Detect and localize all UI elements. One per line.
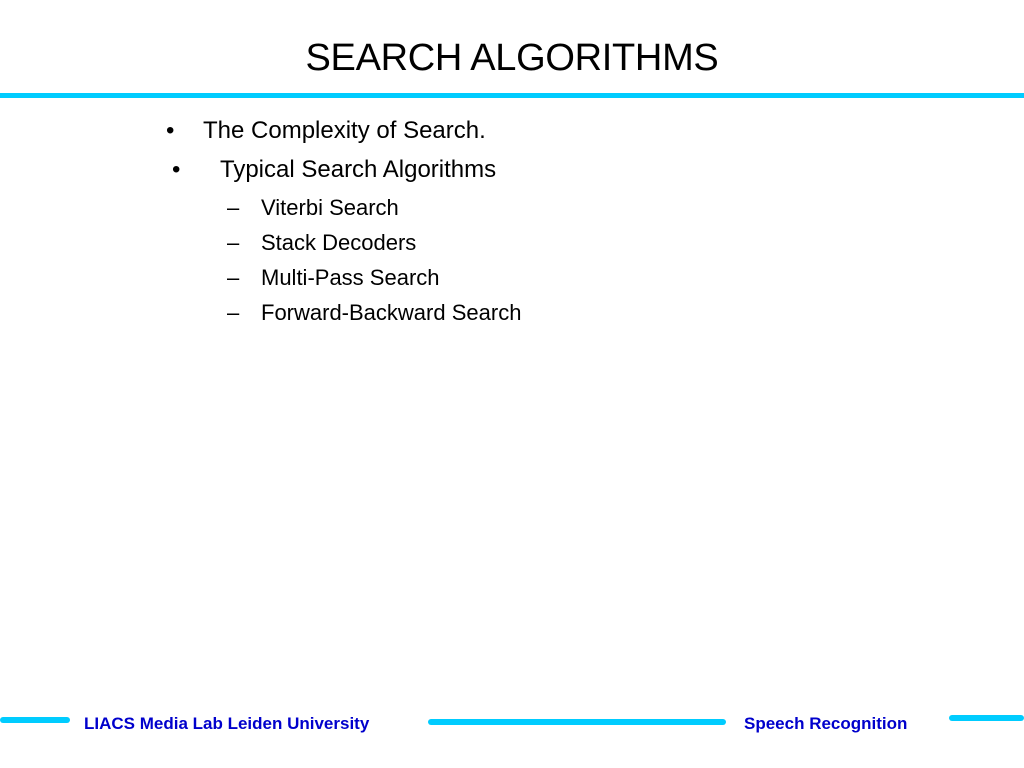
- sub-item-stack-decoders: Stack Decoders: [261, 230, 417, 255]
- sub-item-marker: –: [227, 230, 240, 255]
- sub-item-multi-pass: Multi-Pass Search: [261, 265, 440, 290]
- sub-item-forward-backward: Forward-Backward Search: [261, 300, 522, 325]
- footer-organization: LIACS Media Lab Leiden University: [84, 714, 370, 733]
- sub-item-marker: –: [227, 195, 240, 220]
- footer-course-title: Speech Recognition: [744, 714, 908, 733]
- bullet-item-complexity: The Complexity of Search.: [203, 117, 486, 144]
- slide-title: SEARCH ALGORITHMS: [305, 37, 719, 79]
- footer-divider-right: [949, 715, 1024, 721]
- title-divider: [0, 93, 1024, 98]
- bullet-marker: •: [172, 156, 181, 183]
- sub-item-viterbi: Viterbi Search: [261, 195, 399, 220]
- bullet-marker: •: [166, 117, 175, 144]
- footer-divider-middle: [428, 719, 726, 725]
- footer-divider-left: [0, 717, 70, 723]
- bullet-item-typical-algorithms: Typical Search Algorithms: [220, 156, 497, 183]
- sub-item-marker: –: [227, 300, 240, 325]
- sub-item-marker: –: [227, 265, 240, 290]
